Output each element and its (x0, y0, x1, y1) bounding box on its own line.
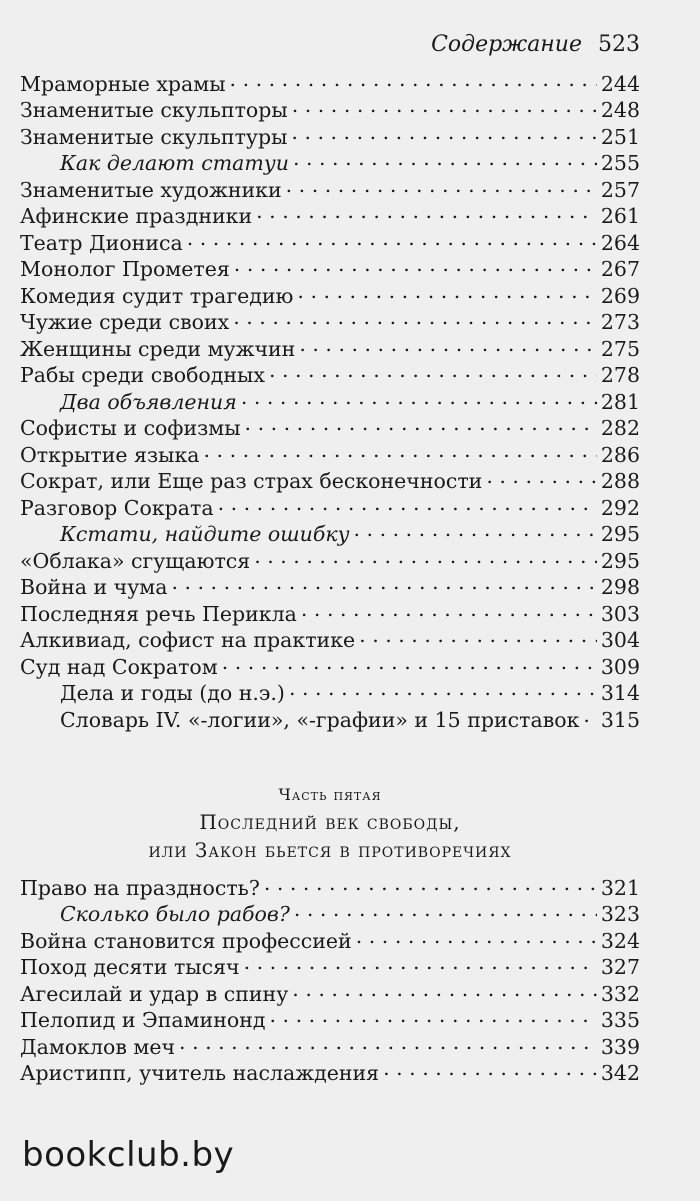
toc-entry-page: 303 (600, 601, 640, 626)
toc-entry-title: Женщины среди мужчин (20, 336, 296, 361)
toc-entry-page: 282 (600, 416, 640, 440)
toc-entry (20, 203, 640, 230)
dot-leader (301, 600, 597, 621)
toc-entry-page: 309 (600, 654, 640, 679)
toc-entry-title: Агесилай и удар в спину (20, 981, 289, 1006)
toc-entry-page: 332 (600, 981, 640, 1006)
toc-entry (20, 256, 640, 283)
toc-entry-page: 342 (600, 1061, 640, 1085)
toc-entry (20, 229, 640, 256)
toc-entry-page: 248 (600, 98, 640, 122)
toc-entry (20, 627, 640, 654)
toc-entry-page: 257 (600, 177, 640, 202)
toc-list-second (20, 874, 640, 1086)
toc-entry-page: 275 (600, 336, 640, 361)
toc-entry (20, 1007, 640, 1034)
toc-entry-page: 335 (600, 1008, 640, 1032)
toc-entry-title: Софисты и софизмы (20, 416, 241, 440)
toc-entry (20, 521, 640, 548)
toc-entry-title: Чужие среди своих (20, 310, 230, 334)
toc-entry-page: 314 (600, 681, 640, 705)
toc-entry-title: Рабы среди свободных (20, 363, 265, 387)
dot-leader (291, 123, 596, 144)
toc-entry (20, 362, 640, 389)
toc-entry-title: Аристипп, учитель наслаждения (20, 1061, 380, 1085)
dot-leader (356, 927, 597, 948)
toc-entry-title: Пелопид и Эпаминонд (20, 1008, 266, 1032)
dot-leader (294, 901, 597, 922)
watermark: bookclub.by (22, 1135, 235, 1175)
dot-leader (244, 954, 597, 975)
toc-entry-title: Дела и годы (до н.э.) (60, 681, 285, 705)
toc-entry-title: Открытие языка (20, 442, 200, 467)
part-heading (20, 782, 640, 864)
toc-entry (20, 123, 640, 150)
toc-entry-page: 321 (600, 875, 640, 900)
toc-entry (20, 150, 640, 177)
toc-entry (20, 468, 640, 495)
toc-entry-title: Мраморные храмы (20, 71, 226, 96)
dot-leader (254, 547, 597, 568)
part-label: Часть пятая (278, 785, 382, 804)
toc-entry-title: Суд над Сократом (20, 654, 218, 679)
toc-entry (20, 653, 640, 680)
toc-entry-title: Кстати, найдите ошибку (60, 522, 350, 546)
toc-entry-title: Поход десяти тысяч (20, 955, 240, 979)
part-title-line-2: или Закон бьется в противоречиях (148, 838, 512, 862)
toc-entry-page: 261 (600, 204, 640, 228)
part-title-line-1: Последний век свободы, (199, 810, 461, 834)
toc-entry-page: 286 (600, 442, 640, 467)
toc-entry-title: Театр Диониса (20, 230, 183, 255)
toc-entry-title: Алкивиад, софист на практике (20, 628, 356, 652)
toc-entry (20, 574, 640, 601)
toc-entry-title: «Облака» сгущаются (20, 548, 251, 573)
dot-leader (241, 388, 597, 409)
dot-leader (222, 653, 597, 674)
toc-entry (20, 282, 640, 309)
toc-entry-title: Как делают статуи (60, 151, 289, 175)
toc-entry-page: 288 (600, 469, 640, 493)
toc-entry (20, 335, 640, 362)
dot-leader (292, 980, 597, 1001)
dot-leader (299, 335, 597, 356)
toc-entry-title: Война становится профессией (20, 928, 352, 953)
dot-leader (234, 256, 597, 277)
toc-entry-title: Война и чума (20, 575, 168, 599)
toc-entry-title: Словарь IV. «-логии», «-графии» и 15 приставок (60, 707, 580, 732)
toc-entry-title: Афинские праздники (20, 204, 253, 228)
dot-leader (583, 706, 596, 727)
dot-leader (256, 203, 597, 224)
toc-entry-title: Два объявления (60, 389, 237, 414)
toc-list-first (20, 70, 640, 733)
toc-entry-page: 269 (600, 283, 640, 308)
toc-entry (20, 874, 640, 901)
toc-entry (20, 927, 640, 954)
dot-leader (204, 441, 597, 462)
toc-entry (20, 97, 640, 124)
toc-entry-title: Монолог Прометея (20, 257, 230, 281)
toc-entry-page: 281 (600, 389, 640, 414)
toc-entry (20, 70, 640, 97)
toc-entry-title: Последняя речь Перикла (20, 601, 297, 626)
dot-leader (354, 521, 597, 542)
toc-entry-page: 251 (600, 124, 640, 149)
toc-entry (20, 680, 640, 707)
dot-leader (270, 1007, 597, 1028)
toc-entry-title: Знаменитые скульпторы (20, 98, 288, 122)
dot-leader (383, 1060, 597, 1081)
toc-entry-page: 327 (600, 955, 640, 979)
dot-leader (286, 176, 597, 197)
dot-leader (359, 627, 597, 648)
dot-leader (233, 309, 597, 330)
dot-leader (179, 1033, 597, 1054)
toc-entry (20, 547, 640, 574)
toc-entry-page: 278 (600, 363, 640, 387)
dot-leader (218, 494, 597, 515)
dot-leader (264, 874, 597, 895)
toc-entry (20, 176, 640, 203)
toc-entry (20, 980, 640, 1007)
running-head (431, 32, 640, 57)
dot-leader (289, 680, 597, 701)
toc-entry-page: 244 (600, 71, 640, 96)
toc-entry (20, 954, 640, 981)
dot-leader (292, 97, 597, 118)
toc-entry (20, 901, 640, 928)
toc-entry-page: 292 (600, 495, 640, 520)
toc-entry-page: 298 (600, 575, 640, 599)
toc-entry-page: 295 (600, 548, 640, 573)
toc-entry-title: Дамоклов меч (20, 1034, 176, 1059)
toc-entry-title: Знаменитые художники (20, 177, 282, 202)
toc-entry-page: 315 (600, 707, 640, 732)
dot-leader (187, 229, 597, 250)
dot-leader (293, 150, 597, 171)
dot-leader (171, 574, 596, 595)
toc-entry-title: Сократ, или Еще раз страх бесконечности (20, 469, 483, 493)
toc-entry-page: 255 (600, 151, 640, 175)
toc-entry-page: 273 (600, 310, 640, 334)
toc-entry-title: Разговор Сократа (20, 495, 214, 520)
toc-entry (20, 1060, 640, 1087)
toc-entry (20, 1033, 640, 1060)
toc-entry (20, 494, 640, 521)
running-head-section: Содержание (431, 32, 582, 57)
toc-entry (20, 415, 640, 442)
toc-entry-page: 324 (600, 928, 640, 953)
toc-entry-page: 304 (600, 628, 640, 652)
dot-leader (297, 282, 596, 303)
toc-entry (20, 309, 640, 336)
toc-entry (20, 706, 640, 733)
toc-entry-title: Комедия судит трагедию (20, 283, 294, 308)
toc-entry-page: 264 (600, 230, 640, 255)
dot-leader (269, 362, 597, 383)
toc-entry-title: Право на праздность? (20, 875, 260, 900)
dot-leader (230, 70, 597, 91)
toc-entry-page: 339 (600, 1034, 640, 1059)
toc-entry (20, 388, 640, 415)
toc-entry-title: Знаменитые скульптуры (20, 124, 288, 149)
toc-entry-title: Сколько было рабов? (60, 902, 290, 926)
toc-entry (20, 600, 640, 627)
dot-leader (486, 468, 597, 489)
dot-leader (245, 415, 597, 436)
toc-entry-page: 267 (600, 257, 640, 281)
toc-entry (20, 441, 640, 468)
running-head-page-number: 523 (598, 32, 640, 57)
toc-entry-page: 323 (600, 902, 640, 926)
toc-entry-page: 295 (600, 522, 640, 546)
